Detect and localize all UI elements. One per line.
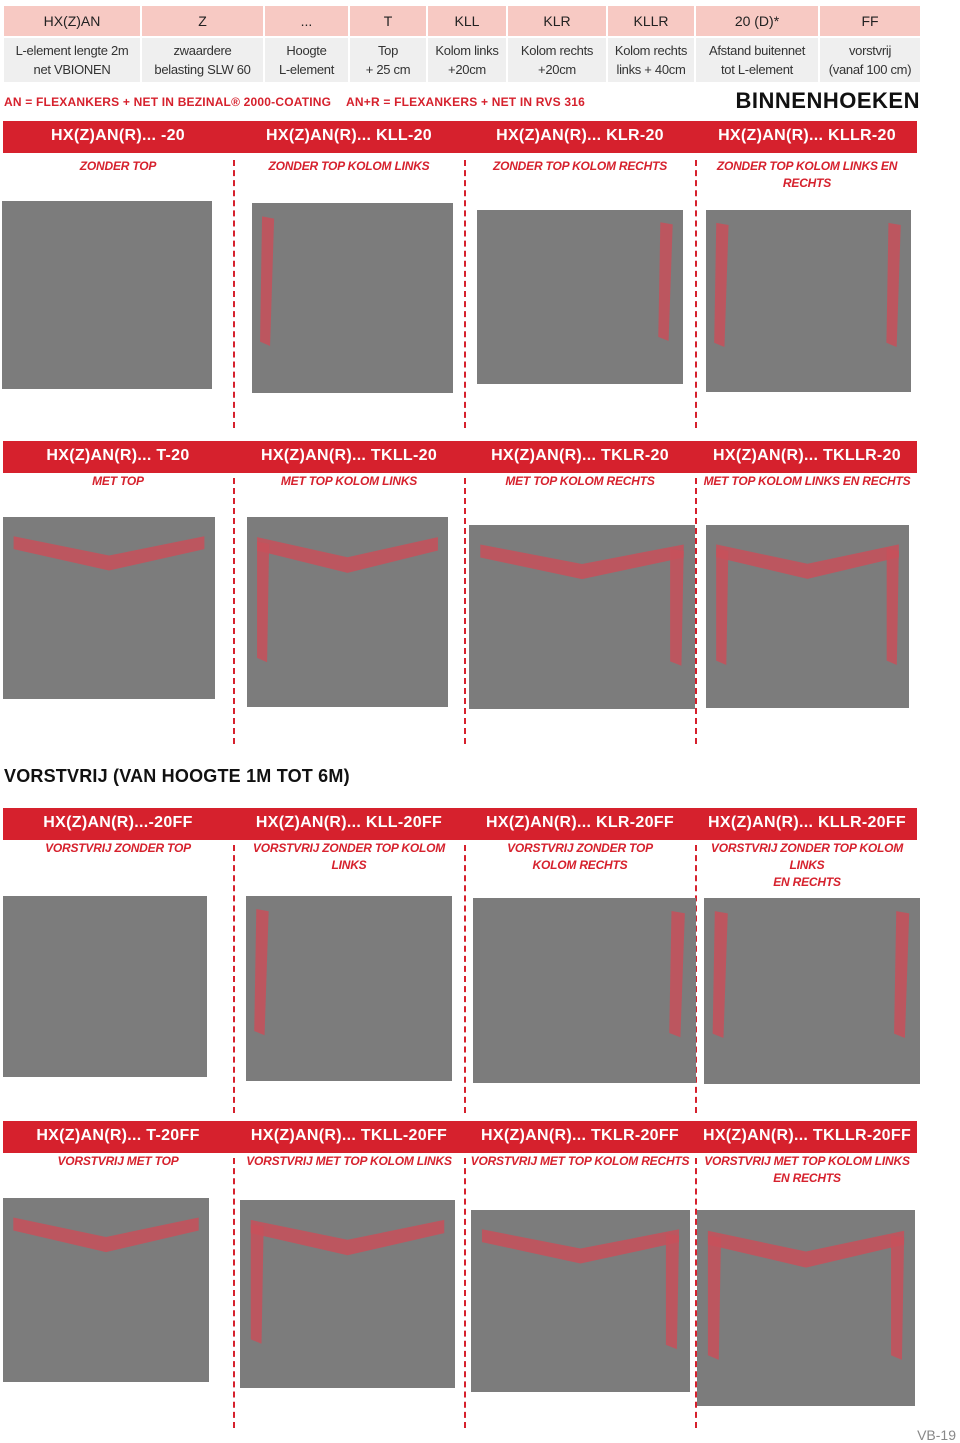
product-image <box>706 210 911 392</box>
column-divider <box>464 1158 466 1428</box>
product-code: HX(Z)AN(R)...-20FF <box>43 814 193 831</box>
product-description: ZONDER TOP KOLOM RECHTS <box>492 159 668 173</box>
product-image <box>240 1200 455 1388</box>
product-image <box>471 1210 690 1392</box>
product-description: MET TOP KOLOM LINKS EN RECHTS <box>703 474 911 488</box>
column-divider <box>233 160 235 428</box>
column-divider <box>695 478 697 744</box>
product-band <box>3 441 917 473</box>
product-image <box>2 201 212 389</box>
header-code: T <box>350 6 426 36</box>
product-description: MET TOP KOLOM LINKS <box>280 474 418 488</box>
header-description: L-element lengte 2m net VBIONEN <box>4 38 140 82</box>
header-description: Kolom links +20cm <box>428 38 506 82</box>
product-code: HX(Z)AN(R)... TKLL-20FF <box>250 1127 448 1144</box>
product-code: HX(Z)AN(R)... KLL-20FF <box>255 814 443 831</box>
product-image <box>252 203 453 393</box>
page-number: VB-19 <box>917 1427 956 1443</box>
header-description: Kolom rechts links + 40cm <box>608 38 694 82</box>
product-image <box>704 898 920 1084</box>
product-description: ZONDER TOP KOLOM LINKS <box>268 159 430 173</box>
product-code: HX(Z)AN(R)... KLR-20FF <box>486 814 674 831</box>
product-code: HX(Z)AN(R)... -20 <box>51 127 185 144</box>
product-image <box>706 525 909 708</box>
section-title-vorstvrij: VORSTVRIJ (VAN HOOGTE 1M TOT 6M) <box>4 766 350 786</box>
column-divider <box>233 478 235 744</box>
header-description: Kolom rechts +20cm <box>508 38 606 82</box>
product-code: HX(Z)AN(R)... TKLLR-20 <box>713 447 901 464</box>
product-image <box>3 896 207 1077</box>
product-description: MET TOP <box>92 474 144 488</box>
header-description: Top + 25 cm <box>350 38 426 82</box>
product-description: MET TOP KOLOM RECHTS <box>505 474 655 488</box>
note-anr: AN+R = FLEXANKERS + NET IN RVS 316 <box>346 95 585 109</box>
page-heading: BINNENHOEKEN <box>735 88 920 113</box>
column-divider <box>233 845 235 1113</box>
header-description: zwaardere belasting SLW 60 <box>142 38 263 82</box>
product-code: HX(Z)AN(R)... TKLR-20 <box>491 447 669 464</box>
product-code: HX(Z)AN(R)... TKLR-20FF <box>481 1127 679 1144</box>
header-code: KLLR <box>608 6 694 36</box>
note-an: AN = FLEXANKERS + NET IN BEZINAL® 2000-COATING <box>4 95 332 109</box>
product-code: HX(Z)AN(R)... KLL-20 <box>266 127 432 144</box>
product-description: ZONDER TOP KOLOM LINKS EN RECHTS <box>716 159 898 190</box>
product-code: HX(Z)AN(R)... TKLL-20 <box>260 447 438 464</box>
header-code: KLL <box>428 6 506 36</box>
header-description: Afstand buitennet tot L-element <box>696 38 818 82</box>
column-divider <box>464 160 466 428</box>
column-divider <box>695 160 697 428</box>
product-code: HX(Z)AN(R)... KLLR-20FF <box>708 814 906 831</box>
product-band <box>3 1121 917 1153</box>
column-divider <box>464 478 466 744</box>
product-description: VORSTVRIJ MET TOP KOLOM LINKS EN RECHTS <box>704 1154 910 1185</box>
product-code: HX(Z)AN(R)... T-20 <box>46 447 190 464</box>
header-code: HX(Z)AN <box>4 6 140 36</box>
header-description: vorstvrij (vanaf 100 cm) <box>820 38 920 82</box>
product-description: ZONDER TOP <box>79 159 157 173</box>
product-image <box>697 1210 915 1406</box>
header-code: Z <box>142 6 263 36</box>
product-description: VORSTVRIJ ZONDER TOP <box>45 841 191 855</box>
product-image <box>246 896 452 1081</box>
product-code: HX(Z)AN(R)... KLLR-20 <box>718 127 896 144</box>
product-code: HX(Z)AN(R)... T-20FF <box>36 1127 200 1144</box>
product-code: HX(Z)AN(R)... KLR-20 <box>496 127 664 144</box>
product-code: HX(Z)AN(R)... TKLLR-20FF <box>702 1127 912 1144</box>
product-description: VORSTVRIJ ZONDER TOP KOLOM LINKS <box>252 841 446 872</box>
header-code: ... <box>265 6 348 36</box>
product-description: VORSTVRIJ ZONDER TOP KOLOM LINKS EN RECHTS <box>710 841 904 889</box>
header-code: 20 (D)* <box>696 6 818 36</box>
column-divider <box>464 845 466 1113</box>
header-description: Hoogte L-element <box>265 38 348 82</box>
product-image <box>3 517 215 699</box>
product-description: VORSTVRIJ MET TOP <box>57 1154 179 1168</box>
product-band <box>3 808 917 840</box>
column-divider <box>233 1158 235 1428</box>
header-code: KLR <box>508 6 606 36</box>
product-image <box>473 898 696 1083</box>
product-description: VORSTVRIJ ZONDER TOP KOLOM RECHTS <box>507 841 653 872</box>
product-band <box>3 121 917 153</box>
product-image <box>247 517 448 707</box>
header-code: FF <box>820 6 920 36</box>
product-description: VORSTVRIJ MET TOP KOLOM RECHTS <box>470 1154 690 1168</box>
product-image <box>3 1198 209 1382</box>
product-image <box>477 210 683 384</box>
product-description: VORSTVRIJ MET TOP KOLOM LINKS <box>246 1154 452 1168</box>
product-image <box>469 525 695 709</box>
